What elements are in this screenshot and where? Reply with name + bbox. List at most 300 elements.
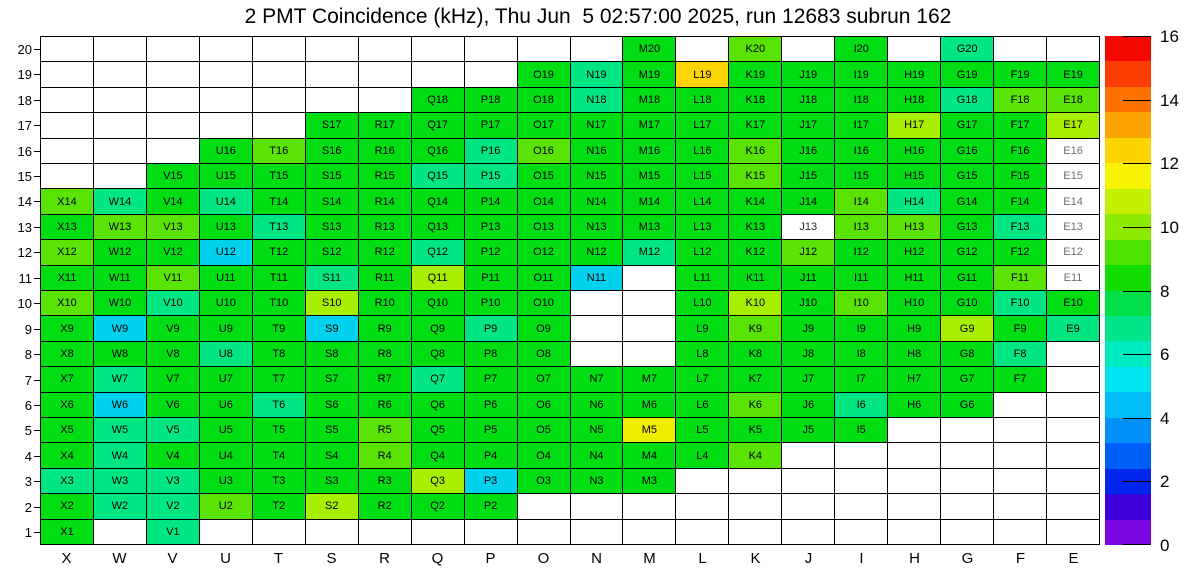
y-axis-tick (34, 380, 40, 381)
colorbar-band (1105, 61, 1151, 86)
grid-cell-L10: L10 (676, 291, 729, 316)
colorbar-band (1105, 418, 1151, 443)
grid-cell-T7: T7 (253, 367, 306, 392)
grid-cell-T13: T13 (253, 215, 306, 240)
grid-cell-E15: E15 (1047, 164, 1100, 189)
grid-cell-K12: K12 (729, 240, 782, 265)
grid-cell-V11: V11 (147, 266, 200, 291)
grid-cell-R1 (359, 520, 412, 545)
grid-cell-K20: K20 (729, 37, 782, 62)
grid-cell-N3: N3 (571, 469, 624, 494)
grid-cell-M16: M16 (623, 139, 676, 164)
grid-cell-K11: K11 (729, 266, 782, 291)
grid-cell-K17: K17 (729, 113, 782, 138)
grid-cell-I17: I17 (835, 113, 888, 138)
x-axis-label-T: T (273, 550, 284, 567)
grid-cell-P7: P7 (465, 367, 518, 392)
grid-cell-M20: M20 (623, 37, 676, 62)
grid-cell-P17: P17 (465, 113, 518, 138)
y-axis-label-16: 16 (17, 143, 32, 159)
grid-cell-K13: K13 (729, 215, 782, 240)
grid-cell-U18 (200, 88, 253, 113)
grid-cell-U3: U3 (200, 469, 253, 494)
grid-cell-I8: I8 (835, 342, 888, 367)
grid-cell-N4: N4 (571, 443, 624, 468)
grid-cell-W20 (94, 37, 147, 62)
grid-cell-V8: V8 (147, 342, 200, 367)
grid-cell-V14: V14 (147, 189, 200, 214)
grid-cell-Q19 (412, 62, 465, 87)
grid-cell-R5: R5 (359, 418, 412, 443)
y-axis-tick (34, 456, 40, 457)
grid-cell-F5 (994, 418, 1047, 443)
grid-cell-S5: S5 (306, 418, 359, 443)
grid-cell-M1 (623, 520, 676, 545)
y-axis-label-7: 7 (24, 372, 32, 388)
grid-cell-N20 (571, 37, 624, 62)
grid-cell-W18 (94, 88, 147, 113)
grid-cell-K18: K18 (729, 88, 782, 113)
grid-cell-P1 (465, 520, 518, 545)
colorbar-band (1105, 469, 1151, 494)
grid-cell-K2 (729, 494, 782, 519)
grid-cell-G14: G14 (941, 189, 994, 214)
grid-cell-T17 (253, 113, 306, 138)
grid-cell-K5: K5 (729, 418, 782, 443)
grid-cell-U7: U7 (200, 367, 253, 392)
y-axis-tick (34, 405, 40, 406)
grid-cell-N10 (571, 291, 624, 316)
y-axis-label-19: 19 (17, 67, 32, 83)
grid-cell-H9: H9 (888, 316, 941, 341)
colorbar-band (1105, 341, 1151, 366)
grid-cell-P15: P15 (465, 164, 518, 189)
grid-cell-R3: R3 (359, 469, 412, 494)
grid-cell-G2 (941, 494, 994, 519)
grid-cell-E5 (1047, 418, 1100, 443)
grid-cell-K4: K4 (729, 443, 782, 468)
grid-cell-E16: E16 (1047, 139, 1100, 164)
grid-cell-K16: K16 (729, 139, 782, 164)
grid-cell-U4: U4 (200, 443, 253, 468)
grid-cell-H5 (888, 418, 941, 443)
y-axis-label-2: 2 (24, 499, 32, 515)
grid-cell-O11: O11 (518, 266, 571, 291)
grid-cell-N2 (571, 494, 624, 519)
grid-cell-N16: N16 (571, 139, 624, 164)
grid-cell-F8: F8 (994, 342, 1047, 367)
grid-cell-W2: W2 (94, 494, 147, 519)
grid-cell-I7: I7 (835, 367, 888, 392)
grid-cell-R10: R10 (359, 291, 412, 316)
grid-cell-G10: G10 (941, 291, 994, 316)
grid-cell-G5 (941, 418, 994, 443)
grid-cell-I6: I6 (835, 393, 888, 418)
grid-cell-F12: F12 (994, 240, 1047, 265)
grid-cell-J20 (782, 37, 835, 62)
grid-cell-U20 (200, 37, 253, 62)
grid-cell-K19: K19 (729, 62, 782, 87)
grid-cell-Q14: Q14 (412, 189, 465, 214)
grid-cell-L2 (676, 494, 729, 519)
colorbar-band (1105, 494, 1151, 519)
grid-cell-N14: N14 (571, 189, 624, 214)
grid-cell-R11: R11 (359, 266, 412, 291)
grid-cell-R7: R7 (359, 367, 412, 392)
grid-cell-T1 (253, 520, 306, 545)
grid-cell-X16 (41, 139, 94, 164)
y-axis-label-1: 1 (24, 525, 32, 541)
grid-cell-E9: E9 (1047, 316, 1100, 341)
colorbar-band (1105, 36, 1151, 61)
grid-cell-S16: S16 (306, 139, 359, 164)
grid-cell-P3: P3 (465, 469, 518, 494)
grid-cell-M15: M15 (623, 164, 676, 189)
grid-cell-Q8: Q8 (412, 342, 465, 367)
y-axis-tick (34, 176, 40, 177)
grid-cell-P2: P2 (465, 494, 518, 519)
colorbar-label-16: 16 (1160, 27, 1179, 46)
grid-cell-U15: U15 (200, 164, 253, 189)
grid-cell-S19 (306, 62, 359, 87)
grid-cell-V19 (147, 62, 200, 87)
grid-cell-H6: H6 (888, 393, 941, 418)
grid-cell-V4: V4 (147, 443, 200, 468)
grid-cell-M11 (623, 266, 676, 291)
y-axis-label-14: 14 (17, 194, 32, 210)
y-axis-tick (34, 481, 40, 482)
grid-cell-G12: G12 (941, 240, 994, 265)
grid-cell-G8: G8 (941, 342, 994, 367)
grid-cell-S13: S13 (306, 215, 359, 240)
grid-cell-R8: R8 (359, 342, 412, 367)
grid-cell-E12: E12 (1047, 240, 1100, 265)
grid-cell-I4 (835, 443, 888, 468)
x-axis-label-H: H (909, 550, 920, 567)
grid-cell-O4: O4 (518, 443, 571, 468)
grid-cell-R15: R15 (359, 164, 412, 189)
grid-cell-Q2: Q2 (412, 494, 465, 519)
grid-cell-U8: U8 (200, 342, 253, 367)
y-axis-label-4: 4 (24, 448, 32, 464)
grid-cell-X10: X10 (41, 291, 94, 316)
grid-cell-G6: G6 (941, 393, 994, 418)
grid-cell-F13: F13 (994, 215, 1047, 240)
grid-cell-W17 (94, 113, 147, 138)
x-axis-label-L: L (698, 550, 707, 567)
grid-cell-X18 (41, 88, 94, 113)
x-axis-label-F: F (1015, 550, 1026, 567)
grid-cell-O7: O7 (518, 367, 571, 392)
grid-cell-T11: T11 (253, 266, 306, 291)
y-axis-label-15: 15 (17, 168, 32, 184)
grid-cell-O10: O10 (518, 291, 571, 316)
grid-cell-P13: P13 (465, 215, 518, 240)
grid-cell-W7: W7 (94, 367, 147, 392)
grid-cell-M12: M12 (623, 240, 676, 265)
grid-cell-V9: V9 (147, 316, 200, 341)
grid-cell-S9: S9 (306, 316, 359, 341)
grid-cell-L17: L17 (676, 113, 729, 138)
grid-cell-M14: M14 (623, 189, 676, 214)
grid-cell-G19: G19 (941, 62, 994, 87)
y-axis-tick (34, 507, 40, 508)
grid-cell-V20 (147, 37, 200, 62)
y-axis-label-11: 11 (18, 270, 32, 286)
grid-cell-H20 (888, 37, 941, 62)
grid-cell-W6: W6 (94, 393, 147, 418)
grid-cell-E6 (1047, 393, 1100, 418)
grid-cell-R14: R14 (359, 189, 412, 214)
grid-cell-P14: P14 (465, 189, 518, 214)
x-axis-label-W: W (112, 550, 127, 567)
grid-cell-J4 (782, 443, 835, 468)
grid-cell-Q18: Q18 (412, 88, 465, 113)
grid-cell-O20 (518, 37, 571, 62)
grid-cell-Q12: Q12 (412, 240, 465, 265)
grid-cell-M7: M7 (623, 367, 676, 392)
grid-cell-P4: P4 (465, 443, 518, 468)
y-axis-tick (34, 125, 40, 126)
grid-cell-V7: V7 (147, 367, 200, 392)
grid-cell-Q16: Q16 (412, 139, 465, 164)
grid-cell-F2 (994, 494, 1047, 519)
grid-cell-R18 (359, 88, 412, 113)
grid-cell-K3 (729, 469, 782, 494)
y-axis-tick (34, 151, 40, 152)
grid-cell-R2: R2 (359, 494, 412, 519)
y-axis-label-10: 10 (17, 296, 32, 312)
grid-cell-G16: G16 (941, 139, 994, 164)
grid-cell-G13: G13 (941, 215, 994, 240)
grid-cell-E11: E11 (1047, 266, 1100, 291)
grid-cell-N19: N19 (571, 62, 624, 87)
grid-cell-O18: O18 (518, 88, 571, 113)
grid-cell-T2: T2 (253, 494, 306, 519)
grid-cell-J19: J19 (782, 62, 835, 87)
grid-cell-P18: P18 (465, 88, 518, 113)
grid-cell-L9: L9 (676, 316, 729, 341)
grid-cell-Q7: Q7 (412, 367, 465, 392)
grid-cell-L19: L19 (676, 62, 729, 87)
grid-cell-H10: H10 (888, 291, 941, 316)
grid-cell-Q20 (412, 37, 465, 62)
grid-cell-W9: W9 (94, 316, 147, 341)
grid-cell-I10: I10 (835, 291, 888, 316)
colorbar-band (1105, 112, 1151, 137)
grid-cell-L5: L5 (676, 418, 729, 443)
grid-cell-V2: V2 (147, 494, 200, 519)
grid-cell-E8 (1047, 342, 1100, 367)
grid-cell-Q11: Q11 (412, 266, 465, 291)
y-axis-label-5: 5 (24, 423, 32, 439)
grid-cell-H1 (888, 520, 941, 545)
grid-cell-I13: I13 (835, 215, 888, 240)
grid-cell-G3 (941, 469, 994, 494)
grid-cell-I9: I9 (835, 316, 888, 341)
grid-cell-O1 (518, 520, 571, 545)
grid-cell-V1: V1 (147, 520, 200, 545)
grid-cell-O2 (518, 494, 571, 519)
grid-cell-X5: X5 (41, 418, 94, 443)
grid-cell-X8: X8 (41, 342, 94, 367)
colorbar-band (1105, 163, 1151, 188)
grid-cell-E18: E18 (1047, 88, 1100, 113)
grid-cell-Q10: Q10 (412, 291, 465, 316)
colorbar-band (1105, 189, 1151, 214)
y-axis-tick (34, 100, 40, 101)
grid-cell-W16 (94, 139, 147, 164)
grid-cell-L8: L8 (676, 342, 729, 367)
grid-cell-L3 (676, 469, 729, 494)
grid-cell-J16: J16 (782, 139, 835, 164)
grid-cell-Q6: Q6 (412, 393, 465, 418)
grid-cell-L14: L14 (676, 189, 729, 214)
grid-cell-G1 (941, 520, 994, 545)
grid-cell-P19 (465, 62, 518, 87)
grid-cell-U19 (200, 62, 253, 87)
grid-cell-N7: N7 (571, 367, 624, 392)
grid-cell-Q17: Q17 (412, 113, 465, 138)
grid-cell-Q15: Q15 (412, 164, 465, 189)
grid-cell-T9: T9 (253, 316, 306, 341)
grid-cell-V16 (147, 139, 200, 164)
y-axis-tick (34, 329, 40, 330)
grid-cell-T8: T8 (253, 342, 306, 367)
grid-cell-J7: J7 (782, 367, 835, 392)
grid-cell-E10: E10 (1047, 291, 1100, 316)
y-axis-tick (34, 252, 40, 253)
grid-cell-J17: J17 (782, 113, 835, 138)
grid-cell-E4 (1047, 443, 1100, 468)
grid-cell-J8: J8 (782, 342, 835, 367)
grid-cell-S20 (306, 37, 359, 62)
grid-cell-K1 (729, 520, 782, 545)
grid-cell-K8: K8 (729, 342, 782, 367)
grid-cell-W13: W13 (94, 215, 147, 240)
grid-cell-X1: X1 (41, 520, 94, 545)
grid-cell-K14: K14 (729, 189, 782, 214)
grid-cell-O8: O8 (518, 342, 571, 367)
grid-cell-N17: N17 (571, 113, 624, 138)
grid-cell-J9: J9 (782, 316, 835, 341)
grid-cell-O19: O19 (518, 62, 571, 87)
grid-cell-V6: V6 (147, 393, 200, 418)
grid-cell-X7: X7 (41, 367, 94, 392)
grid-cell-R19 (359, 62, 412, 87)
grid-cell-T19 (253, 62, 306, 87)
grid-cell-I12: I12 (835, 240, 888, 265)
grid-cell-Q9: Q9 (412, 316, 465, 341)
grid-cell-I18: I18 (835, 88, 888, 113)
grid-cell-O17: O17 (518, 113, 571, 138)
grid-cell-N15: N15 (571, 164, 624, 189)
y-axis-label-9: 9 (24, 321, 32, 337)
grid-cell-J11: J11 (782, 266, 835, 291)
grid-cell-J2 (782, 494, 835, 519)
y-axis-tick (34, 201, 40, 202)
grid-cell-P20 (465, 37, 518, 62)
grid-cell-X11: X11 (41, 266, 94, 291)
grid-cell-S6: S6 (306, 393, 359, 418)
grid-cell-S18 (306, 88, 359, 113)
y-axis-label-17: 17 (17, 118, 32, 134)
grid-cell-S10: S10 (306, 291, 359, 316)
grid-cell-L16: L16 (676, 139, 729, 164)
grid-cell-M2 (623, 494, 676, 519)
grid-cell-E20 (1047, 37, 1100, 62)
grid-cell-H13: H13 (888, 215, 941, 240)
grid-cell-R13: R13 (359, 215, 412, 240)
grid-cell-F18: F18 (994, 88, 1047, 113)
grid-cell-L12: L12 (676, 240, 729, 265)
grid-cell-P5: P5 (465, 418, 518, 443)
grid-cell-H14: H14 (888, 189, 941, 214)
heatmap-grid (40, 36, 1100, 545)
y-axis-tick (34, 74, 40, 75)
colorbar-band (1105, 214, 1151, 239)
grid-cell-X2: X2 (41, 494, 94, 519)
grid-cell-W8: W8 (94, 342, 147, 367)
grid-cell-M19: M19 (623, 62, 676, 87)
grid-cell-S15: S15 (306, 164, 359, 189)
grid-cell-L6: L6 (676, 393, 729, 418)
grid-cell-H16: H16 (888, 139, 941, 164)
colorbar-label-0: 0 (1160, 536, 1170, 555)
grid-cell-V12: V12 (147, 240, 200, 265)
grid-cell-N5: N5 (571, 418, 624, 443)
grid-cell-Q5: Q5 (412, 418, 465, 443)
colorbar-label-14: 14 (1160, 90, 1179, 110)
grid-cell-N13: N13 (571, 215, 624, 240)
grid-cell-L13: L13 (676, 215, 729, 240)
grid-cell-X12: X12 (41, 240, 94, 265)
grid-cell-F17: F17 (994, 113, 1047, 138)
grid-cell-I16: I16 (835, 139, 888, 164)
grid-cell-F19: F19 (994, 62, 1047, 87)
grid-cell-M4: M4 (623, 443, 676, 468)
grid-cell-J10: J10 (782, 291, 835, 316)
x-axis-label-G: G (961, 550, 974, 567)
grid-cell-L11: L11 (676, 266, 729, 291)
grid-cell-Q13: Q13 (412, 215, 465, 240)
grid-cell-R6: R6 (359, 393, 412, 418)
grid-cell-J5: J5 (782, 418, 835, 443)
grid-cell-M6: M6 (623, 393, 676, 418)
grid-cell-F14: F14 (994, 189, 1047, 214)
grid-cell-W11: W11 (94, 266, 147, 291)
grid-cell-F16: F16 (994, 139, 1047, 164)
grid-cell-W5: W5 (94, 418, 147, 443)
grid-cell-S8: S8 (306, 342, 359, 367)
grid-cell-G18: G18 (941, 88, 994, 113)
colorbar-label-10: 10 (1160, 217, 1179, 237)
x-axis-label-M: M (643, 550, 656, 567)
grid-cell-S11: S11 (306, 266, 359, 291)
grid-cell-X20 (41, 37, 94, 62)
grid-cell-S1 (306, 520, 359, 545)
grid-cell-E1 (1047, 520, 1100, 545)
grid-cell-J3 (782, 469, 835, 494)
grid-cell-L18: L18 (676, 88, 729, 113)
grid-cell-K9: K9 (729, 316, 782, 341)
grid-cell-J6: J6 (782, 393, 835, 418)
grid-cell-F4 (994, 443, 1047, 468)
x-axis-label-R: R (379, 550, 390, 567)
grid-cell-U9: U9 (200, 316, 253, 341)
grid-cell-P16: P16 (465, 139, 518, 164)
grid-cell-U16: U16 (200, 139, 253, 164)
